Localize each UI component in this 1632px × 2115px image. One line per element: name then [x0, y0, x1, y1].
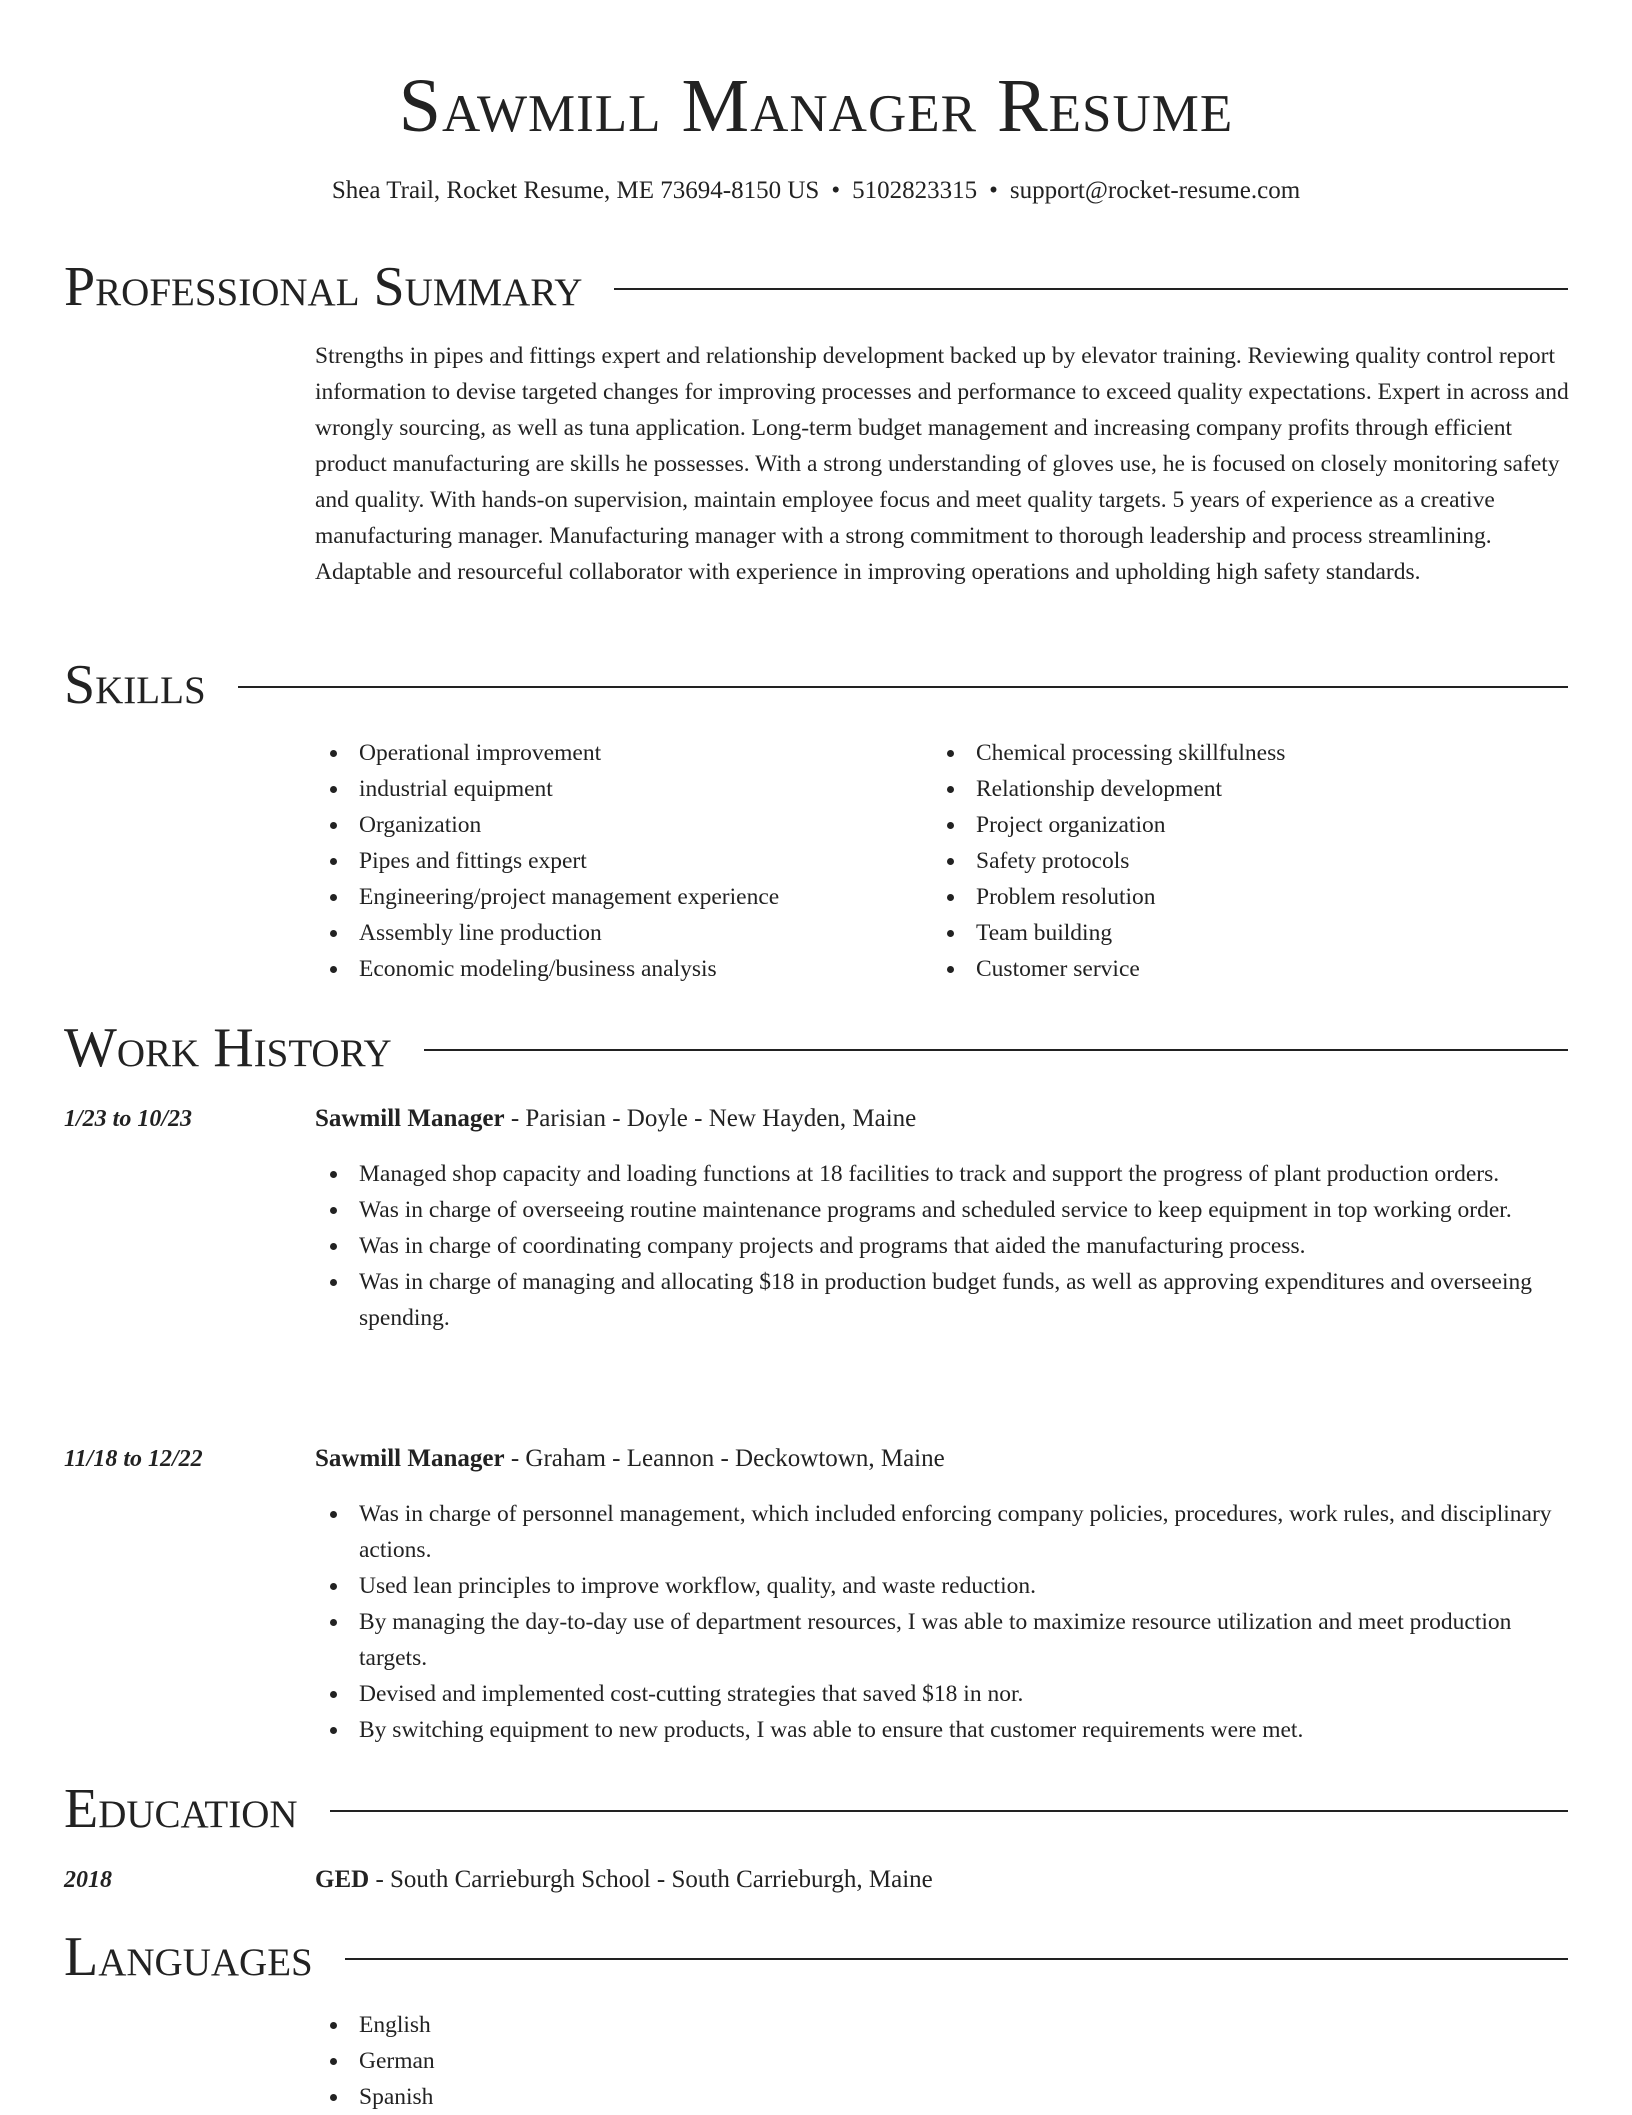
duty-item: Was in charge of personnel management, which included enforcing company policies, procedures, work rules, and disciplinary actions.	[315, 1496, 1570, 1568]
contact-separator: •	[989, 177, 998, 204]
education-heading: Education	[64, 1778, 298, 1840]
job-dates: 11/18 to 12/22	[64, 1446, 203, 1472]
section-divider	[330, 1810, 1568, 1812]
skill-item: Project organization	[932, 807, 1532, 843]
work-section-header	[64, 1013, 1568, 1083]
duty-item: Was in charge of overseeing routine maintenance programs and scheduled service to keep equipment in top working order.	[315, 1192, 1570, 1228]
skills-section-header	[64, 650, 1568, 720]
job-duties	[315, 1156, 1570, 1336]
job-title: Sawmill Manager	[315, 1445, 505, 1472]
job-details: - Graham - Leannon - Deckowtown, Maine	[504, 1445, 945, 1472]
duty-item: Devised and implemented cost-cutting strategies that saved $18 in nor.	[315, 1676, 1570, 1712]
duty-item: Was in charge of coordinating company projects and programs that aided the manufacturing process.	[315, 1228, 1570, 1264]
skills-list-left	[315, 735, 915, 987]
summary-text: Strengths in pipes and fittings expert and relationship development backed up by elevator training. Reviewing quality control report information to devise targeted changes for improving processes and performance to exceed quality expectations. Expert in across and wrongly sourcing, as well as tuna application. Long-term budget management and increasing company profits through efficient product manufacturing are skills he possesses. With a strong understanding of gloves use, he is focused on closely monitoring safety and quality. With hands-on supervision, maintain employee focus and meet quality targets. 5 years of experience as a creative manufacturing manager. Manufacturing manager with a strong commitment to thorough leadership and process streamlining. Adaptable and resourceful collaborator with experience in improving operations and upholding high safety standards.	[315, 343, 1569, 585]
skill-item: Organization	[315, 807, 915, 843]
job-title: Sawmill Manager	[315, 1105, 505, 1132]
duty-item: By managing the day-to-day use of department resources, I was able to maximize resource utilization and meet production targets.	[315, 1604, 1570, 1676]
language-item: German	[315, 2043, 1570, 2079]
skill-item: industrial equipment	[315, 771, 915, 807]
skill-item: Relationship development	[932, 771, 1532, 807]
skill-item: Chemical processing skillfulness	[932, 735, 1532, 771]
job-duties	[315, 1496, 1570, 1748]
section-divider	[345, 1958, 1568, 1960]
job-heading	[315, 1441, 1570, 1477]
skill-item: Pipes and fittings expert	[315, 843, 915, 879]
skill-item: Problem resolution	[932, 879, 1532, 915]
duty-item: Managed shop capacity and loading functions at 18 facilities to track and support the progress of plant production orders.	[315, 1156, 1570, 1192]
section-divider	[424, 1049, 1568, 1051]
duty-item: Used lean principles to improve workflow, quality, and waste reduction.	[315, 1568, 1570, 1604]
contact-email: support@rocket-resume.com	[1009, 177, 1301, 204]
contact-phone: 5102823315	[852, 177, 978, 204]
skill-item: Team building	[932, 915, 1532, 951]
skill-item: Safety protocols	[932, 843, 1532, 879]
languages-section-header	[64, 1922, 1568, 1992]
section-divider	[614, 288, 1568, 290]
education-entry	[315, 1862, 1570, 1898]
duty-item: By switching equipment to new products, I was able to ensure that customer requirements were met.	[315, 1712, 1570, 1748]
education-degree: GED	[315, 1866, 370, 1893]
contact-line	[0, 174, 1632, 208]
summary-section-header	[64, 252, 1568, 322]
job-heading	[315, 1101, 1570, 1137]
skill-item: Assembly line production	[315, 915, 915, 951]
education-details: - South Carrieburgh School - South Carrieburgh, Maine	[369, 1866, 933, 1893]
skill-item: Customer service	[932, 951, 1532, 987]
language-item: English	[315, 2007, 1570, 2043]
skills-heading: Skills	[64, 654, 206, 716]
language-item: Spanish	[315, 2079, 1570, 2115]
languages-heading: Languages	[64, 1926, 313, 1988]
education-year: 2018	[64, 1867, 112, 1893]
summary-heading: Professional Summary	[64, 256, 583, 318]
languages-list	[315, 2007, 1570, 2115]
skill-item: Operational improvement	[315, 735, 915, 771]
resume-title: Sawmill Manager Resume	[398, 64, 1234, 148]
contact-address: Shea Trail, Rocket Resume, ME 73694-8150 US	[331, 177, 820, 204]
section-divider	[238, 686, 1568, 688]
work-heading: Work History	[64, 1017, 392, 1079]
job-details: - Parisian - Doyle - New Hayden, Maine	[504, 1105, 917, 1132]
contact-separator: •	[831, 177, 841, 204]
education-section-header	[64, 1774, 1568, 1844]
skill-item: Engineering/project management experience	[315, 879, 915, 915]
duty-item: Was in charge of managing and allocating $18 in production budget funds, as well as approving expenditures and overseeing spending.	[315, 1264, 1570, 1336]
job-dates: 1/23 to 10/23	[64, 1106, 193, 1132]
skills-list-right	[932, 735, 1532, 987]
skill-item: Economic modeling/business analysis	[315, 951, 915, 987]
